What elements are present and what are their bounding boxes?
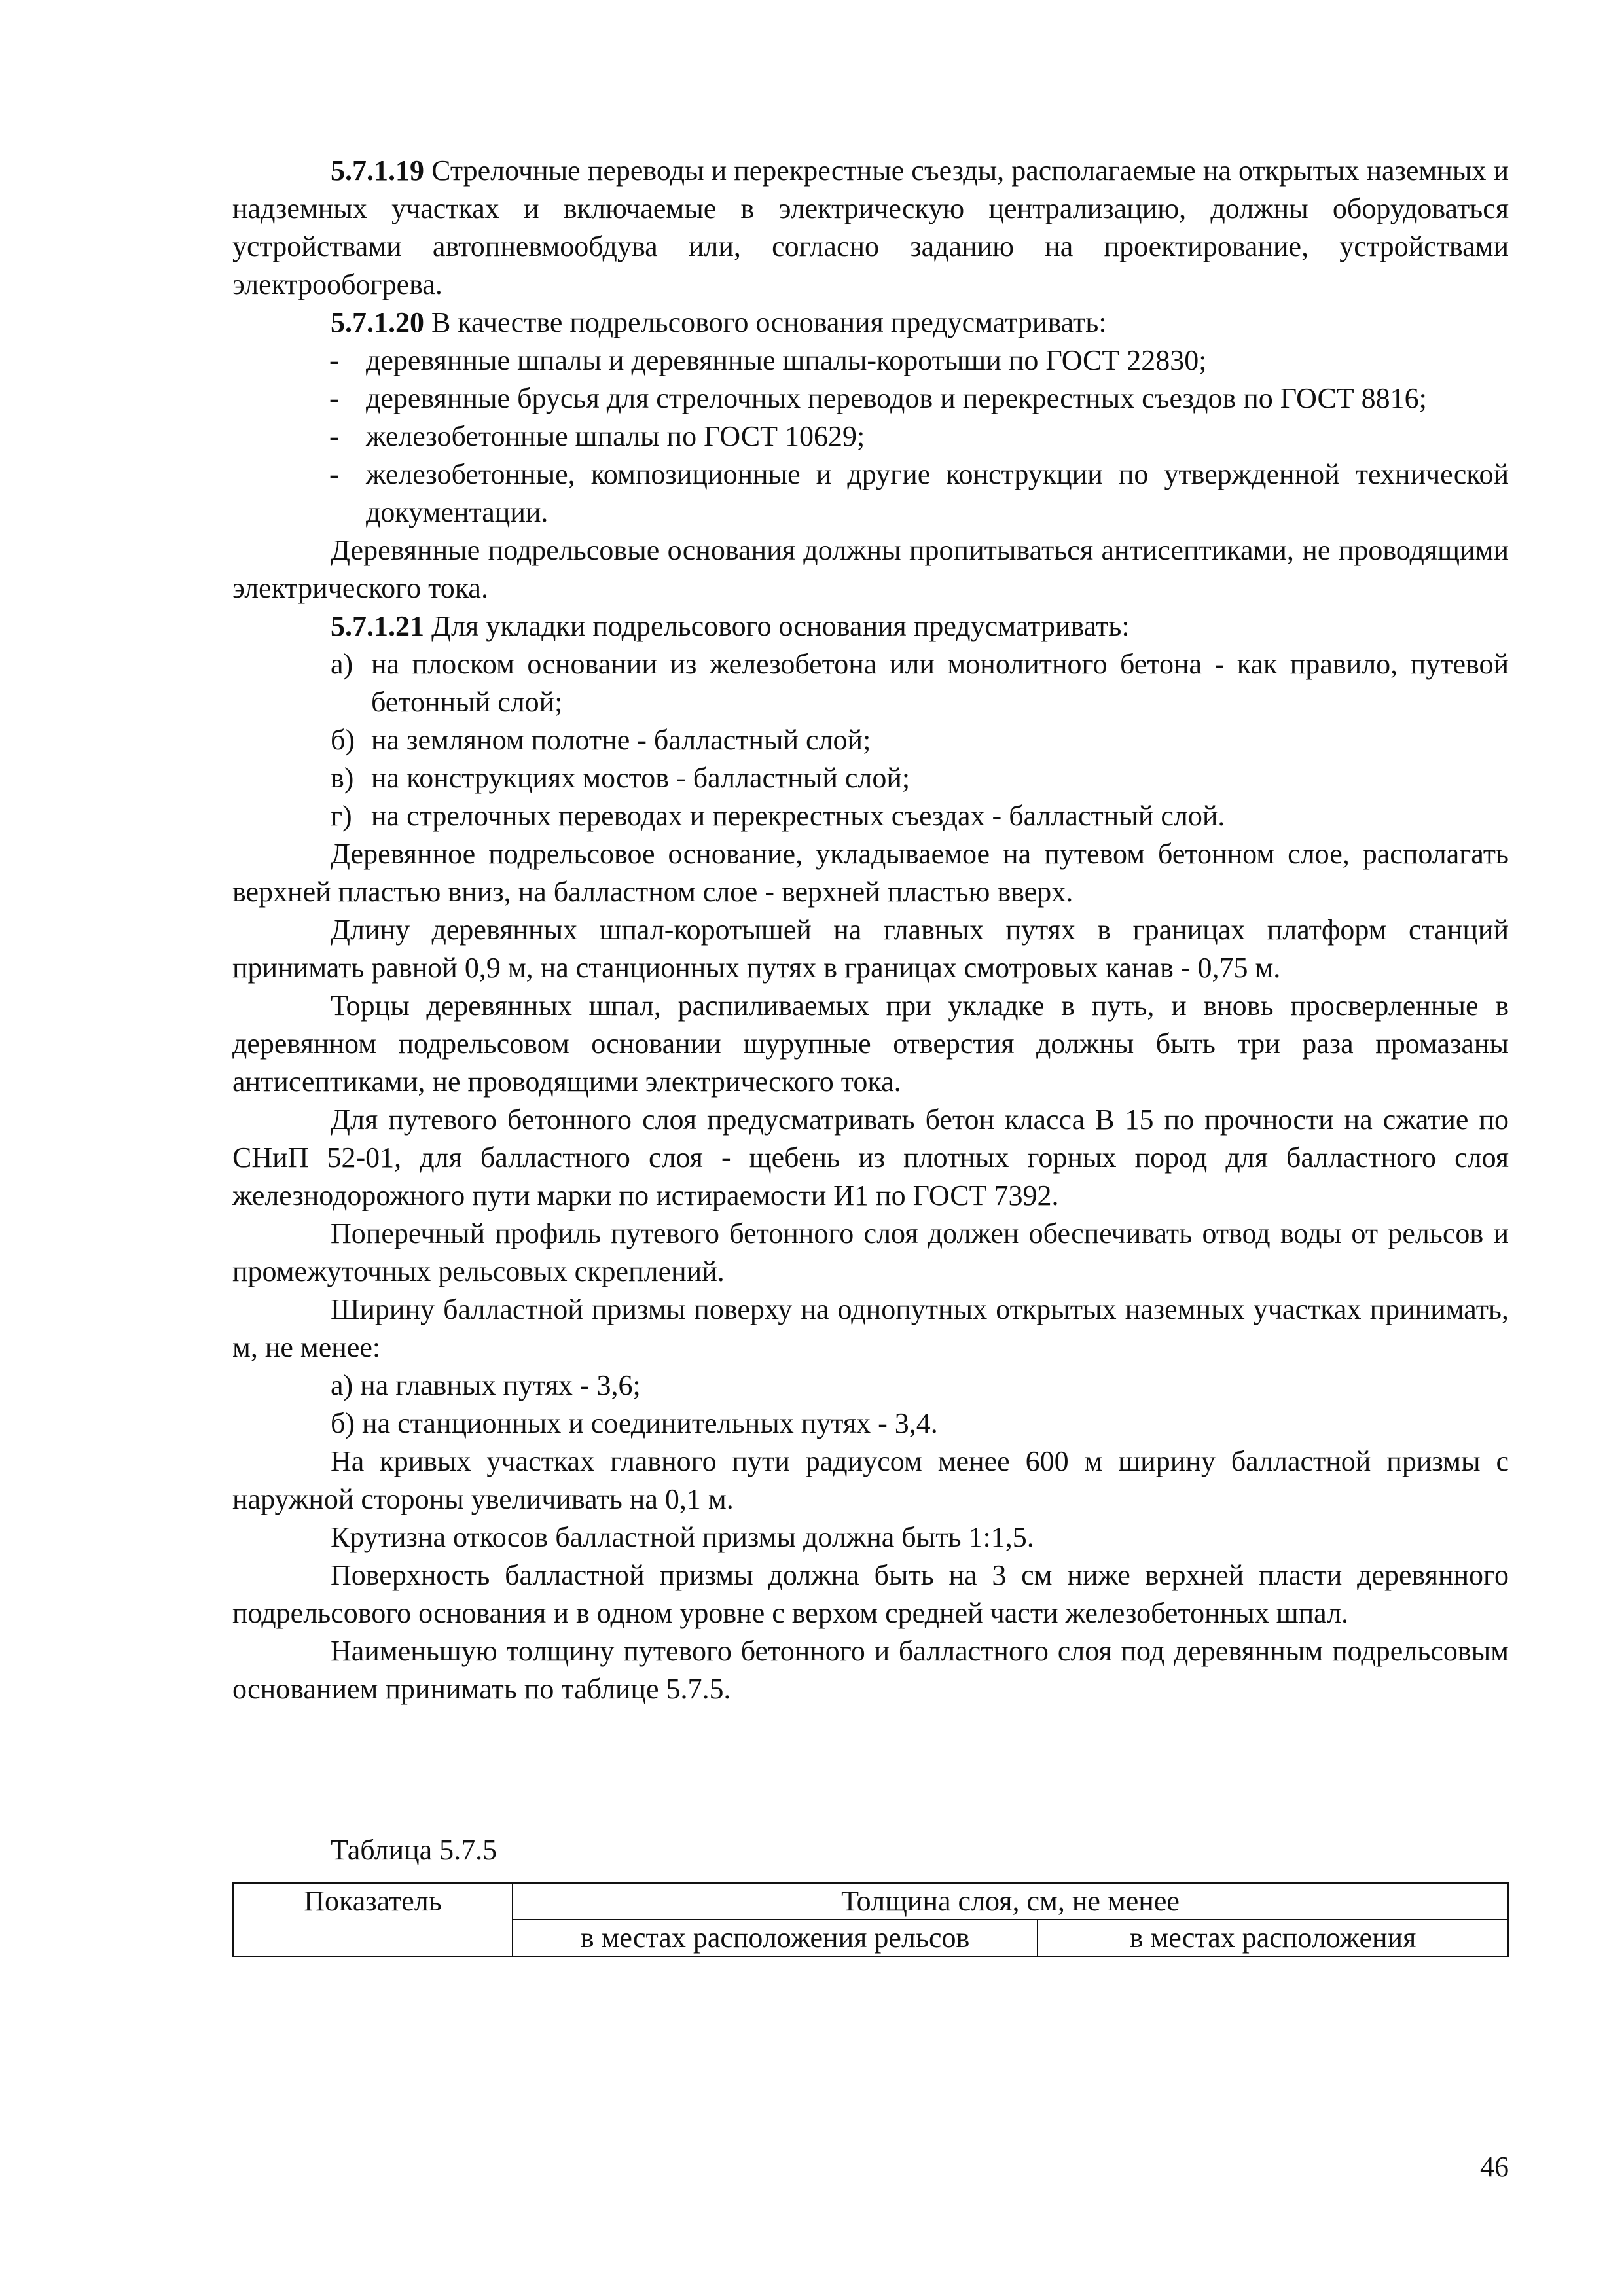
- paragraph-5-7-1-21: [232, 607, 1509, 645]
- paragraph: Торцы деревянных шпал, распиливаемых при укладке в путь, и вновь просверленные в деревянном подрельсовом основании шурупные отверстия должны быть три раза промазаны антисептиками, не проводящими электрического тока.: [232, 990, 1509, 1098]
- page-number: 46: [1480, 2151, 1509, 2183]
- list-marker: -: [329, 458, 339, 490]
- paragraph-5-7-1-19: [232, 152, 1509, 304]
- body-text: [232, 152, 1509, 1708]
- paragraph: Длину деревянных шпал-коротышей на главных путях в границах платформ станций принимать равной 0,9 м, на станционных путях в границах смотровых канав - 0,75 м.: [232, 914, 1509, 984]
- table-caption: Таблица 5.7.5: [331, 1834, 497, 1866]
- list-item-text: железобетонные шпалы по ГОСТ 10629;: [366, 420, 865, 452]
- list-item-text: деревянные брусья для стрелочных переводов и перекрестных съездов по ГОСТ 8816;: [366, 382, 1427, 414]
- list-item: [329, 342, 1509, 380]
- header-thickness: Толщина слоя, см, не менее: [513, 1883, 1508, 1920]
- ballast-item: а) на главных путях - 3,6;: [331, 1369, 641, 1401]
- list-item-text: деревянные шпалы и деревянные шпалы-коротыши по ГОСТ 22830;: [366, 344, 1207, 376]
- paragraph: Поверхность балластной призмы должна быть на 3 см ниже верхней пласти деревянного подрельсового основания и в одном уровне с верхом средней части железобетонных шпал.: [232, 1559, 1509, 1629]
- list-item: [331, 721, 1509, 759]
- paragraph: Поперечный профиль путевого бетонного слоя должен обеспечивать отвод воды от рельсов и промежуточных рельсовых скреплений.: [232, 1217, 1509, 1287]
- paragraph: Деревянное подрельсовое основание, укладываемое на путевом бетонном слое, располагать верхней пластью вниз, на балластном слое - верхней пластью вверх.: [232, 838, 1509, 908]
- subheader-other: в местах расположения: [1038, 1920, 1508, 1956]
- table-header-row: [233, 1883, 1508, 1920]
- list-marker: -: [329, 382, 339, 414]
- list-marker: -: [329, 420, 339, 452]
- list-item: [329, 456, 1509, 531]
- thickness-table: [232, 1882, 1509, 1957]
- clause-number: 5.7.1.21: [331, 610, 424, 642]
- paragraph: На кривых участках главного пути радиусом менее 600 м ширину балластной призмы с наружной стороны увеличивать на 0,1 м.: [232, 1445, 1509, 1515]
- list-item: [331, 645, 1509, 721]
- list-item: [331, 759, 1509, 797]
- list-item-text: на стрелочных переводах и перекрестных съездах - балластный слой.: [371, 800, 1225, 832]
- list-item-text: на плоском основании из железобетона или монолитного бетона - как правило, путевой бетонный слой;: [371, 648, 1509, 718]
- list-marker: -: [329, 344, 339, 376]
- paragraph-5-7-1-20: [232, 304, 1509, 342]
- list-marker: б): [331, 724, 355, 756]
- header-indicator: Показатель: [233, 1883, 513, 1956]
- list-item: [331, 797, 1509, 835]
- list-marker: в): [331, 762, 354, 794]
- list-item-text: на земляном полотне - балластный слой;: [371, 724, 871, 756]
- paragraph: Крутизна откосов балластной призмы должна быть 1:1,5.: [331, 1521, 1034, 1553]
- list-item: [329, 380, 1509, 418]
- clause-text: В качестве подрельсового основания предусматривать:: [424, 306, 1107, 338]
- clause-text: Для укладки подрельсового основания предусматривать:: [424, 610, 1130, 642]
- list-item-text: железобетонные, композиционные и другие конструкции по утвержденной технической документации.: [366, 458, 1509, 528]
- clause-text: Стрелочные переводы и перекрестные съезды, располагаемые на открытых наземных и надземных участках и включаемые в электрическую централизацию, должны оборудоваться устройствами автопневмообдува или, согласно заданию на проектирование, устройствами электрообогрева.: [232, 154, 1509, 300]
- ballast-item: б) на станционных и соединительных путях - 3,4.: [331, 1407, 938, 1439]
- list-marker: а): [331, 648, 353, 680]
- clause-number: 5.7.1.19: [331, 154, 424, 187]
- paragraph-impregnation: Деревянные подрельсовые основания должны пропитываться антисептиками, не проводящими электрического тока.: [232, 534, 1509, 604]
- paragraph: Наименьшую толщину путевого бетонного и балластного слоя под деревянным подрельсовым основанием принимать по таблице 5.7.5.: [232, 1635, 1509, 1705]
- list-item-text: на конструкциях мостов - балластный слой;: [371, 762, 911, 794]
- paragraph: Ширину балластной призмы поверху на однопутных открытых наземных участках принимать, м, не менее:: [232, 1293, 1509, 1363]
- list-marker: г): [331, 800, 352, 832]
- list-item: [329, 418, 1509, 456]
- clause-number: 5.7.1.20: [331, 306, 424, 338]
- paragraph: Для путевого бетонного слоя предусматривать бетон класса В 15 по прочности на сжатие по СНиП 52-01, для балластного слоя - щебень из плотных горных пород для балластного слоя железнодорожного пути марки по истираемости И1 по ГОСТ 7392.: [232, 1103, 1509, 1211]
- subheader-rails: в местах расположения рельсов: [513, 1920, 1038, 1956]
